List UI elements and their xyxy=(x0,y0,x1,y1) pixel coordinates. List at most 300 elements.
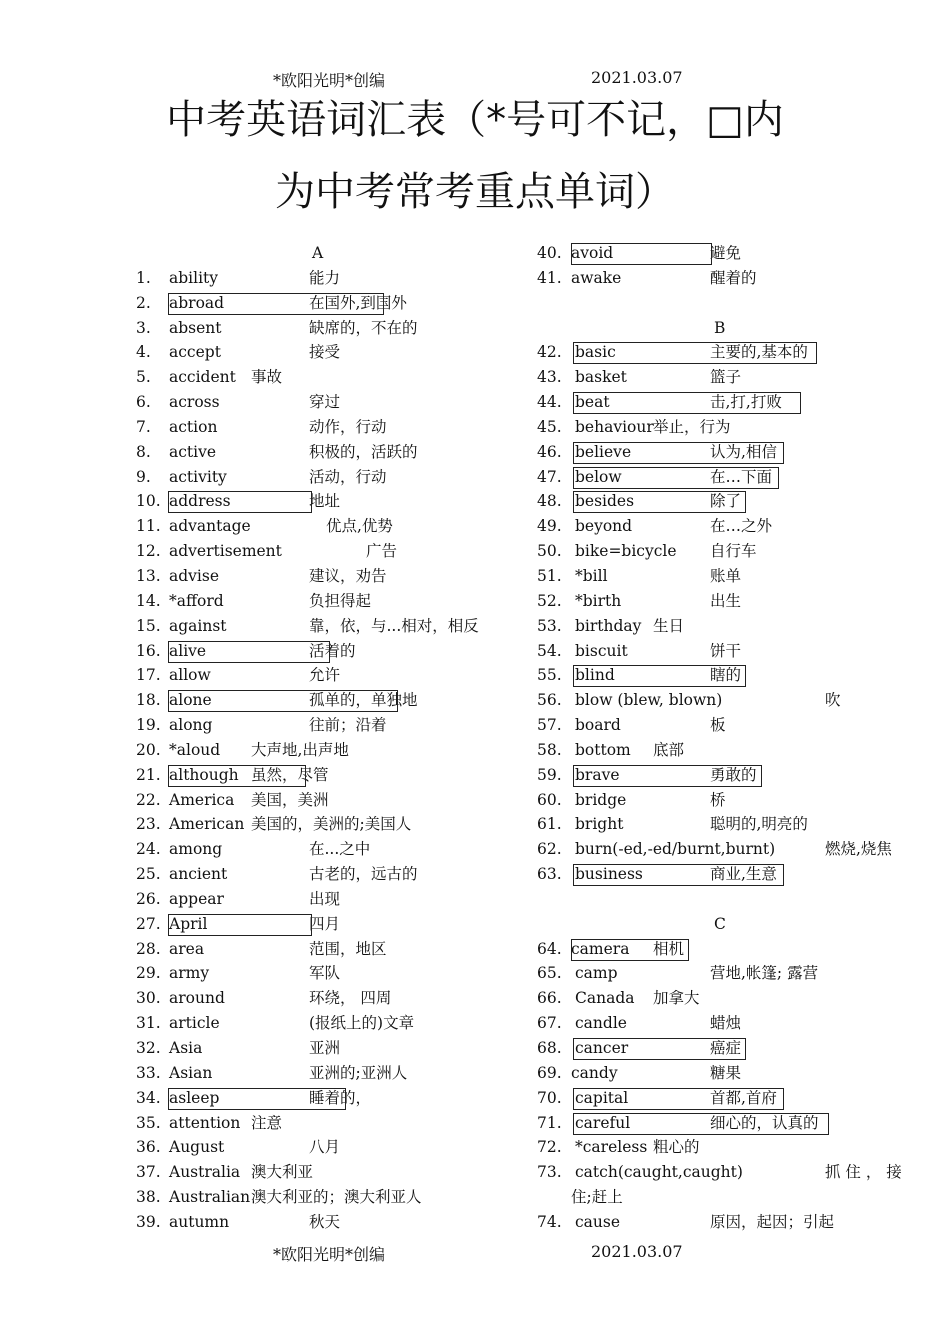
entry-word: basket xyxy=(575,368,627,387)
entry-word: blow (blew, blown) xyxy=(575,691,723,710)
entry-meaning: 底部 xyxy=(653,740,685,759)
header-author: *欧阳光明*创编 xyxy=(273,71,386,90)
entry-meaning: 自行车 xyxy=(710,542,757,561)
vocab-entry xyxy=(136,887,516,912)
entry-word: along xyxy=(169,716,213,735)
vocab-entry xyxy=(537,713,917,738)
entry-meaning: 事故 xyxy=(251,368,283,387)
entry-word: birthday xyxy=(575,616,642,635)
key-word-box xyxy=(573,467,779,489)
entry-number: 52. xyxy=(537,591,562,610)
entry-meaning: 亚洲的;亚洲人 xyxy=(309,1063,408,1082)
entry-word: bottom xyxy=(575,740,631,759)
entry-number: 35. xyxy=(136,1113,161,1132)
entry-number: 22. xyxy=(136,790,161,809)
entry-meaning: 接受 xyxy=(309,343,341,362)
vocab-entry xyxy=(136,688,516,713)
entry-word: April xyxy=(169,914,208,933)
entry-word: bright xyxy=(575,815,624,834)
entry-number: 17. xyxy=(136,666,161,685)
vocab-entry xyxy=(537,1160,917,1185)
entry-meaning: 抓 住 ， 接 xyxy=(825,1163,902,1182)
vocab-entry xyxy=(136,1210,516,1235)
vocab-entry xyxy=(537,639,917,664)
vocab-entry xyxy=(136,763,516,788)
entry-word: across xyxy=(169,393,220,412)
entry-number: 32. xyxy=(136,1039,161,1057)
vocab-entry xyxy=(537,539,917,564)
entry-number: 62. xyxy=(537,840,562,859)
entry-meaning: 出生 xyxy=(710,591,742,610)
entry-number: 48. xyxy=(537,492,562,511)
entry-number: 74. xyxy=(537,1212,562,1231)
key-word-box xyxy=(573,1038,746,1060)
page-title-line1: 中考英语词汇表（*号可不记，□内 xyxy=(166,97,784,143)
entry-number: 50. xyxy=(537,542,562,561)
entry-word: Asian xyxy=(169,1063,213,1082)
vocab-entry xyxy=(136,1185,516,1210)
vocab-entry xyxy=(136,1160,516,1185)
vocab-entry xyxy=(537,440,917,465)
vocab-entry xyxy=(537,589,917,614)
entry-word: accident xyxy=(169,368,236,387)
entry-word: beat xyxy=(575,393,610,412)
vocab-entry xyxy=(537,837,917,862)
entry-meaning: 虽然，尽管 xyxy=(251,765,329,784)
vocab-entry xyxy=(136,539,516,564)
entry-meaning: 四月 xyxy=(309,914,341,933)
entry-meaning: 活着的 xyxy=(309,641,356,660)
entry-meaning: 除了 xyxy=(710,492,742,511)
vocab-entry xyxy=(537,986,917,1011)
entry-number: 55. xyxy=(537,666,562,685)
entry-word: army xyxy=(169,964,210,983)
key-word-box xyxy=(168,765,306,787)
vocab-entry xyxy=(136,663,516,688)
entry-meaning: 相机 xyxy=(653,939,685,958)
entry-word: among xyxy=(169,840,223,859)
entry-meaning: 加拿大 xyxy=(653,989,700,1008)
entry-meaning: 避免 xyxy=(710,244,742,262)
key-word-box xyxy=(573,864,784,886)
entry-word: cancer xyxy=(575,1039,629,1057)
key-word-box xyxy=(168,491,312,513)
entry-word: *birth xyxy=(575,591,622,610)
vocab-entry xyxy=(537,1061,917,1086)
entry-word: advise xyxy=(169,566,220,585)
entry-meaning: 击,打,打败 xyxy=(710,393,782,412)
entry-number: 70. xyxy=(537,1088,562,1107)
entry-number: 6. xyxy=(136,393,151,412)
entry-number: 31. xyxy=(136,1014,161,1033)
key-word-box xyxy=(168,293,384,315)
entry-meaning: 在…下面 xyxy=(710,467,773,486)
vocab-entry xyxy=(537,1111,917,1136)
entry-word: advertisement xyxy=(169,542,282,561)
entry-number: 54. xyxy=(537,641,562,660)
entry-number: 53. xyxy=(537,616,562,635)
vocab-entry xyxy=(537,1011,917,1036)
key-word-box xyxy=(573,765,762,787)
entry-number: 9. xyxy=(136,467,151,486)
entry-word: careful xyxy=(575,1113,631,1132)
entry-meaning: 积极的，活跃的 xyxy=(309,442,418,461)
key-word-box xyxy=(573,1113,829,1135)
entry-meaning: 举止，行为 xyxy=(653,417,731,436)
vocab-entry xyxy=(136,812,516,837)
entry-meaning: 账单 xyxy=(710,566,742,585)
entry-number: 1. xyxy=(136,268,151,287)
entry-number: 66. xyxy=(537,989,562,1008)
entry-number: 30. xyxy=(136,989,161,1008)
entry-word: awake xyxy=(571,268,622,287)
entry-word: ancient xyxy=(169,865,228,884)
entry-meaning: 广告 xyxy=(366,542,398,561)
entry-meaning: 优点,优势 xyxy=(326,517,393,536)
vocab-entry xyxy=(136,961,516,986)
key-word-box xyxy=(571,939,689,961)
entry-number: 68. xyxy=(537,1039,562,1057)
footer-author: *欧阳光明*创编 xyxy=(273,1245,386,1264)
entry-word: candy xyxy=(571,1063,618,1082)
entry-word: camera xyxy=(571,939,630,958)
entry-meaning: 澳大利亚的；澳大利亚人 xyxy=(251,1188,422,1207)
entry-word: biscuit xyxy=(575,641,628,660)
vocab-entry xyxy=(136,862,516,887)
entry-meaning: 建议，劝告 xyxy=(309,566,387,585)
vocab-entry xyxy=(537,1036,917,1061)
vocab-entry xyxy=(136,788,516,813)
vocab-entry xyxy=(537,564,917,589)
entry-number: 26. xyxy=(136,889,161,908)
vocab-entry xyxy=(136,1011,516,1036)
right-column xyxy=(537,241,917,1235)
entry-word: appear xyxy=(169,889,224,908)
entry-word: blind xyxy=(575,666,615,685)
entry-number: 20. xyxy=(136,740,161,759)
entry-word: behaviour xyxy=(575,417,654,436)
entry-word: address xyxy=(169,492,231,511)
entry-meaning: 主要的,基本的 xyxy=(710,343,808,362)
entry-meaning: 环绕， 四周 xyxy=(309,989,392,1008)
left-column xyxy=(136,241,516,1235)
entry-number: 5. xyxy=(136,368,151,387)
vocab-entry xyxy=(136,713,516,738)
entry-meaning: 在...之中 xyxy=(309,840,371,859)
vocab-entry xyxy=(537,1185,917,1210)
entry-number: 29. xyxy=(136,964,161,983)
entry-word: Asia xyxy=(169,1039,203,1057)
vocab-entry xyxy=(136,1086,516,1111)
vocab-entry xyxy=(136,365,516,390)
entry-meaning: 住;赶上 xyxy=(571,1188,623,1207)
entry-meaning: 负担得起 xyxy=(309,591,372,610)
vocab-entry xyxy=(136,1111,516,1136)
entry-meaning: 在国外,到国外 xyxy=(309,293,407,312)
footer-date: 2021.03.07 xyxy=(591,1242,683,1261)
page-title-line2: 为中考常考重点单词） xyxy=(275,169,675,215)
entry-meaning: 能力 xyxy=(309,268,341,287)
vocab-entry xyxy=(136,316,516,341)
entry-meaning: 糖果 xyxy=(710,1063,742,1082)
entry-word: catch(caught,caught) xyxy=(575,1163,743,1182)
entry-meaning: 醒着的 xyxy=(710,268,757,287)
vocab-entry xyxy=(136,390,516,415)
vocab-entry xyxy=(136,614,516,639)
entry-meaning: 吹 xyxy=(825,691,841,710)
entry-number: 13. xyxy=(136,566,161,585)
vocab-entry xyxy=(537,489,917,514)
vocab-entry xyxy=(136,266,516,291)
entry-word: Canada xyxy=(575,989,635,1008)
entry-word: asleep xyxy=(169,1088,220,1107)
vocab-entry xyxy=(537,415,917,440)
entry-number: 47. xyxy=(537,467,562,486)
entry-meaning: 缺席的，不在的 xyxy=(309,318,418,337)
key-word-box xyxy=(168,914,312,936)
key-word-box xyxy=(571,243,712,265)
vocab-entry xyxy=(136,589,516,614)
entry-number: 37. xyxy=(136,1163,161,1182)
entry-number: 41. xyxy=(537,268,562,287)
entry-word: bike=bicycle xyxy=(575,542,677,561)
entry-meaning: 板 xyxy=(710,716,726,735)
entry-number: 10. xyxy=(136,492,161,511)
vocab-entry xyxy=(136,291,516,316)
vocab-entry xyxy=(136,1061,516,1086)
entry-word: article xyxy=(169,1014,220,1033)
vocab-entry xyxy=(537,390,917,415)
entry-word: cause xyxy=(575,1212,621,1231)
entry-word: America xyxy=(169,790,235,809)
entry-meaning: 大声地,出声地 xyxy=(251,740,349,759)
entry-meaning: 地址 xyxy=(309,492,341,511)
entry-word: active xyxy=(169,442,217,461)
vocab-entry xyxy=(136,738,516,763)
entry-meaning: 穿过 xyxy=(309,393,341,412)
entry-word: activity xyxy=(169,467,227,486)
entry-meaning: 瞎的 xyxy=(710,666,742,685)
entry-number: 11. xyxy=(136,517,161,536)
vocab-entry xyxy=(537,961,917,986)
entry-word: candle xyxy=(575,1014,627,1033)
entry-word: advantage xyxy=(169,517,251,536)
entry-meaning: 首都,首府 xyxy=(710,1088,777,1107)
entry-number: 67. xyxy=(537,1014,562,1033)
entry-meaning: 注意 xyxy=(251,1113,283,1132)
entry-number: 36. xyxy=(136,1138,161,1157)
entry-meaning: 靠，依，与...相对，相反 xyxy=(309,616,479,635)
header-date: 2021.03.07 xyxy=(591,68,683,87)
entry-word: ability xyxy=(169,268,219,287)
vocab-entry xyxy=(537,340,917,365)
entry-meaning: 美国，美洲 xyxy=(251,790,329,809)
key-word-box xyxy=(573,665,746,687)
entry-word: *afford xyxy=(169,591,224,610)
vocab-entry xyxy=(537,663,917,688)
entry-number: 7. xyxy=(136,417,151,436)
entry-meaning: 勇敢的 xyxy=(710,765,757,784)
vocab-entry xyxy=(136,837,516,862)
entry-meaning: 亚洲 xyxy=(309,1039,341,1057)
section-letter-a: A xyxy=(312,244,324,262)
entry-number: 27. xyxy=(136,914,161,933)
key-word-box xyxy=(573,392,801,414)
entry-number: 34. xyxy=(136,1088,161,1107)
entry-meaning: 动作，行动 xyxy=(309,417,387,436)
entry-meaning: 癌症 xyxy=(710,1039,742,1057)
vocab-entry xyxy=(136,564,516,589)
vocab-entry xyxy=(537,1086,917,1111)
entry-number: 58. xyxy=(537,740,562,759)
entry-meaning: 允许 xyxy=(309,666,341,685)
entry-word: basic xyxy=(575,343,616,362)
vocab-entry xyxy=(136,1036,516,1061)
entry-word: Australian xyxy=(169,1188,251,1207)
key-word-box xyxy=(573,1088,784,1110)
entry-number: 40. xyxy=(537,244,562,262)
entry-number: 24. xyxy=(136,840,161,859)
entry-word: board xyxy=(575,716,621,735)
entry-meaning: 粗心的 xyxy=(653,1138,700,1157)
vocab-entry xyxy=(537,812,917,837)
entry-word: besides xyxy=(575,492,635,511)
key-word-box xyxy=(573,491,746,513)
entry-meaning: 篮子 xyxy=(710,368,742,387)
vocab-entry xyxy=(537,937,917,962)
entry-number: 28. xyxy=(136,939,161,958)
entry-number: 61. xyxy=(537,815,562,834)
vocab-entry xyxy=(537,1210,917,1235)
vocab-entry xyxy=(537,365,917,390)
entry-number: 19. xyxy=(136,716,161,735)
entry-word: Australia xyxy=(169,1163,241,1182)
entry-meaning: 范围，地区 xyxy=(309,939,387,958)
vocab-entry xyxy=(537,688,917,713)
entry-meaning: 活动，行动 xyxy=(309,467,387,486)
entry-word: business xyxy=(575,865,643,884)
entry-meaning: 燃烧,烧焦 xyxy=(825,840,892,859)
entry-word: below xyxy=(575,467,622,486)
entry-number: 3. xyxy=(136,318,151,337)
entry-meaning: 商业,生意 xyxy=(710,865,777,884)
vocab-entry xyxy=(136,440,516,465)
entry-word: believe xyxy=(575,442,632,461)
vocab-entry xyxy=(537,614,917,639)
entry-number: 43. xyxy=(537,368,562,387)
entry-word: alone xyxy=(169,691,212,710)
entry-number: 65. xyxy=(537,964,562,983)
entry-meaning: 在…之外 xyxy=(710,517,773,536)
vocab-entry xyxy=(136,639,516,664)
entry-word: accept xyxy=(169,343,221,362)
entry-word: burn(-ed,-ed/burnt,burnt) xyxy=(575,840,776,859)
key-word-box xyxy=(168,1088,346,1110)
entry-number: 73. xyxy=(537,1163,562,1182)
entry-word: American xyxy=(169,815,245,834)
entry-word: brave xyxy=(575,765,620,784)
entry-meaning: 饼干 xyxy=(710,641,742,660)
entry-meaning: 秋天 xyxy=(309,1212,341,1231)
entry-number: 60. xyxy=(537,790,562,809)
entry-number: 38. xyxy=(136,1188,161,1207)
entry-word: beyond xyxy=(575,517,633,536)
entry-meaning: 澳大利亚 xyxy=(251,1163,314,1182)
vocab-entry xyxy=(537,862,917,887)
entry-number: 42. xyxy=(537,343,562,362)
entry-number: 12. xyxy=(136,542,161,561)
vocab-entry xyxy=(136,912,516,937)
entry-number: 63. xyxy=(537,865,562,884)
entry-meaning: 睡着的， xyxy=(309,1088,372,1107)
entry-number: 2. xyxy=(136,293,151,312)
entry-word: although xyxy=(169,765,239,784)
entry-number: 69. xyxy=(537,1063,562,1082)
key-word-box xyxy=(168,641,330,663)
entry-word: August xyxy=(169,1138,225,1157)
entry-word: area xyxy=(169,939,205,958)
entry-number: 14. xyxy=(136,591,161,610)
key-word-box xyxy=(573,342,817,364)
entry-meaning: 聪明的,明亮的 xyxy=(710,815,808,834)
entry-word: absent xyxy=(169,318,222,337)
entry-meaning: 古老的，远古的 xyxy=(309,865,418,884)
entry-word: *careless xyxy=(575,1138,648,1157)
entry-meaning: 细心的，认真的 xyxy=(710,1113,819,1132)
entry-number: 71. xyxy=(537,1113,562,1132)
entry-word: avoid xyxy=(571,244,614,262)
entry-number: 39. xyxy=(136,1212,161,1231)
entry-word: camp xyxy=(575,964,618,983)
vocab-entry xyxy=(136,489,516,514)
vocab-entry xyxy=(537,1135,917,1160)
entry-meaning: 孤单的，单独地 xyxy=(309,691,418,710)
vocab-entry xyxy=(537,738,917,763)
entry-meaning: 营地,帐篷; 露营 xyxy=(710,964,819,983)
entry-word: allow xyxy=(169,666,211,685)
entry-meaning: 原因，起因；引起 xyxy=(710,1212,835,1231)
entry-number: 72. xyxy=(537,1138,562,1157)
entry-number: 21. xyxy=(136,765,161,784)
vocab-entry xyxy=(136,986,516,1011)
entry-number: 64. xyxy=(537,939,562,958)
key-word-box xyxy=(168,690,398,712)
vocab-entry xyxy=(537,266,917,291)
vocab-entry xyxy=(136,937,516,962)
entry-number: 18. xyxy=(136,691,161,710)
section-letter-b: B xyxy=(714,318,726,337)
entry-number: 23. xyxy=(136,815,161,834)
entry-number: 56. xyxy=(537,691,562,710)
entry-word: action xyxy=(169,417,218,436)
entry-number: 44. xyxy=(537,393,562,412)
vocab-entry xyxy=(136,415,516,440)
entry-number: 8. xyxy=(136,442,151,461)
entry-meaning: 军队 xyxy=(309,964,341,983)
entry-word: *bill xyxy=(575,566,608,585)
entry-number: 4. xyxy=(136,343,151,362)
vocab-entry xyxy=(136,1135,516,1160)
vocab-entry xyxy=(537,465,917,490)
entry-number: 57. xyxy=(537,716,562,735)
entry-number: 25. xyxy=(136,865,161,884)
vocab-entry xyxy=(537,788,917,813)
entry-meaning: (报纸上的)文章 xyxy=(309,1014,415,1033)
entry-meaning: 桥 xyxy=(710,790,726,809)
entry-number: 33. xyxy=(136,1063,161,1082)
section-letter-c: C xyxy=(714,914,726,933)
vocab-entry xyxy=(537,763,917,788)
